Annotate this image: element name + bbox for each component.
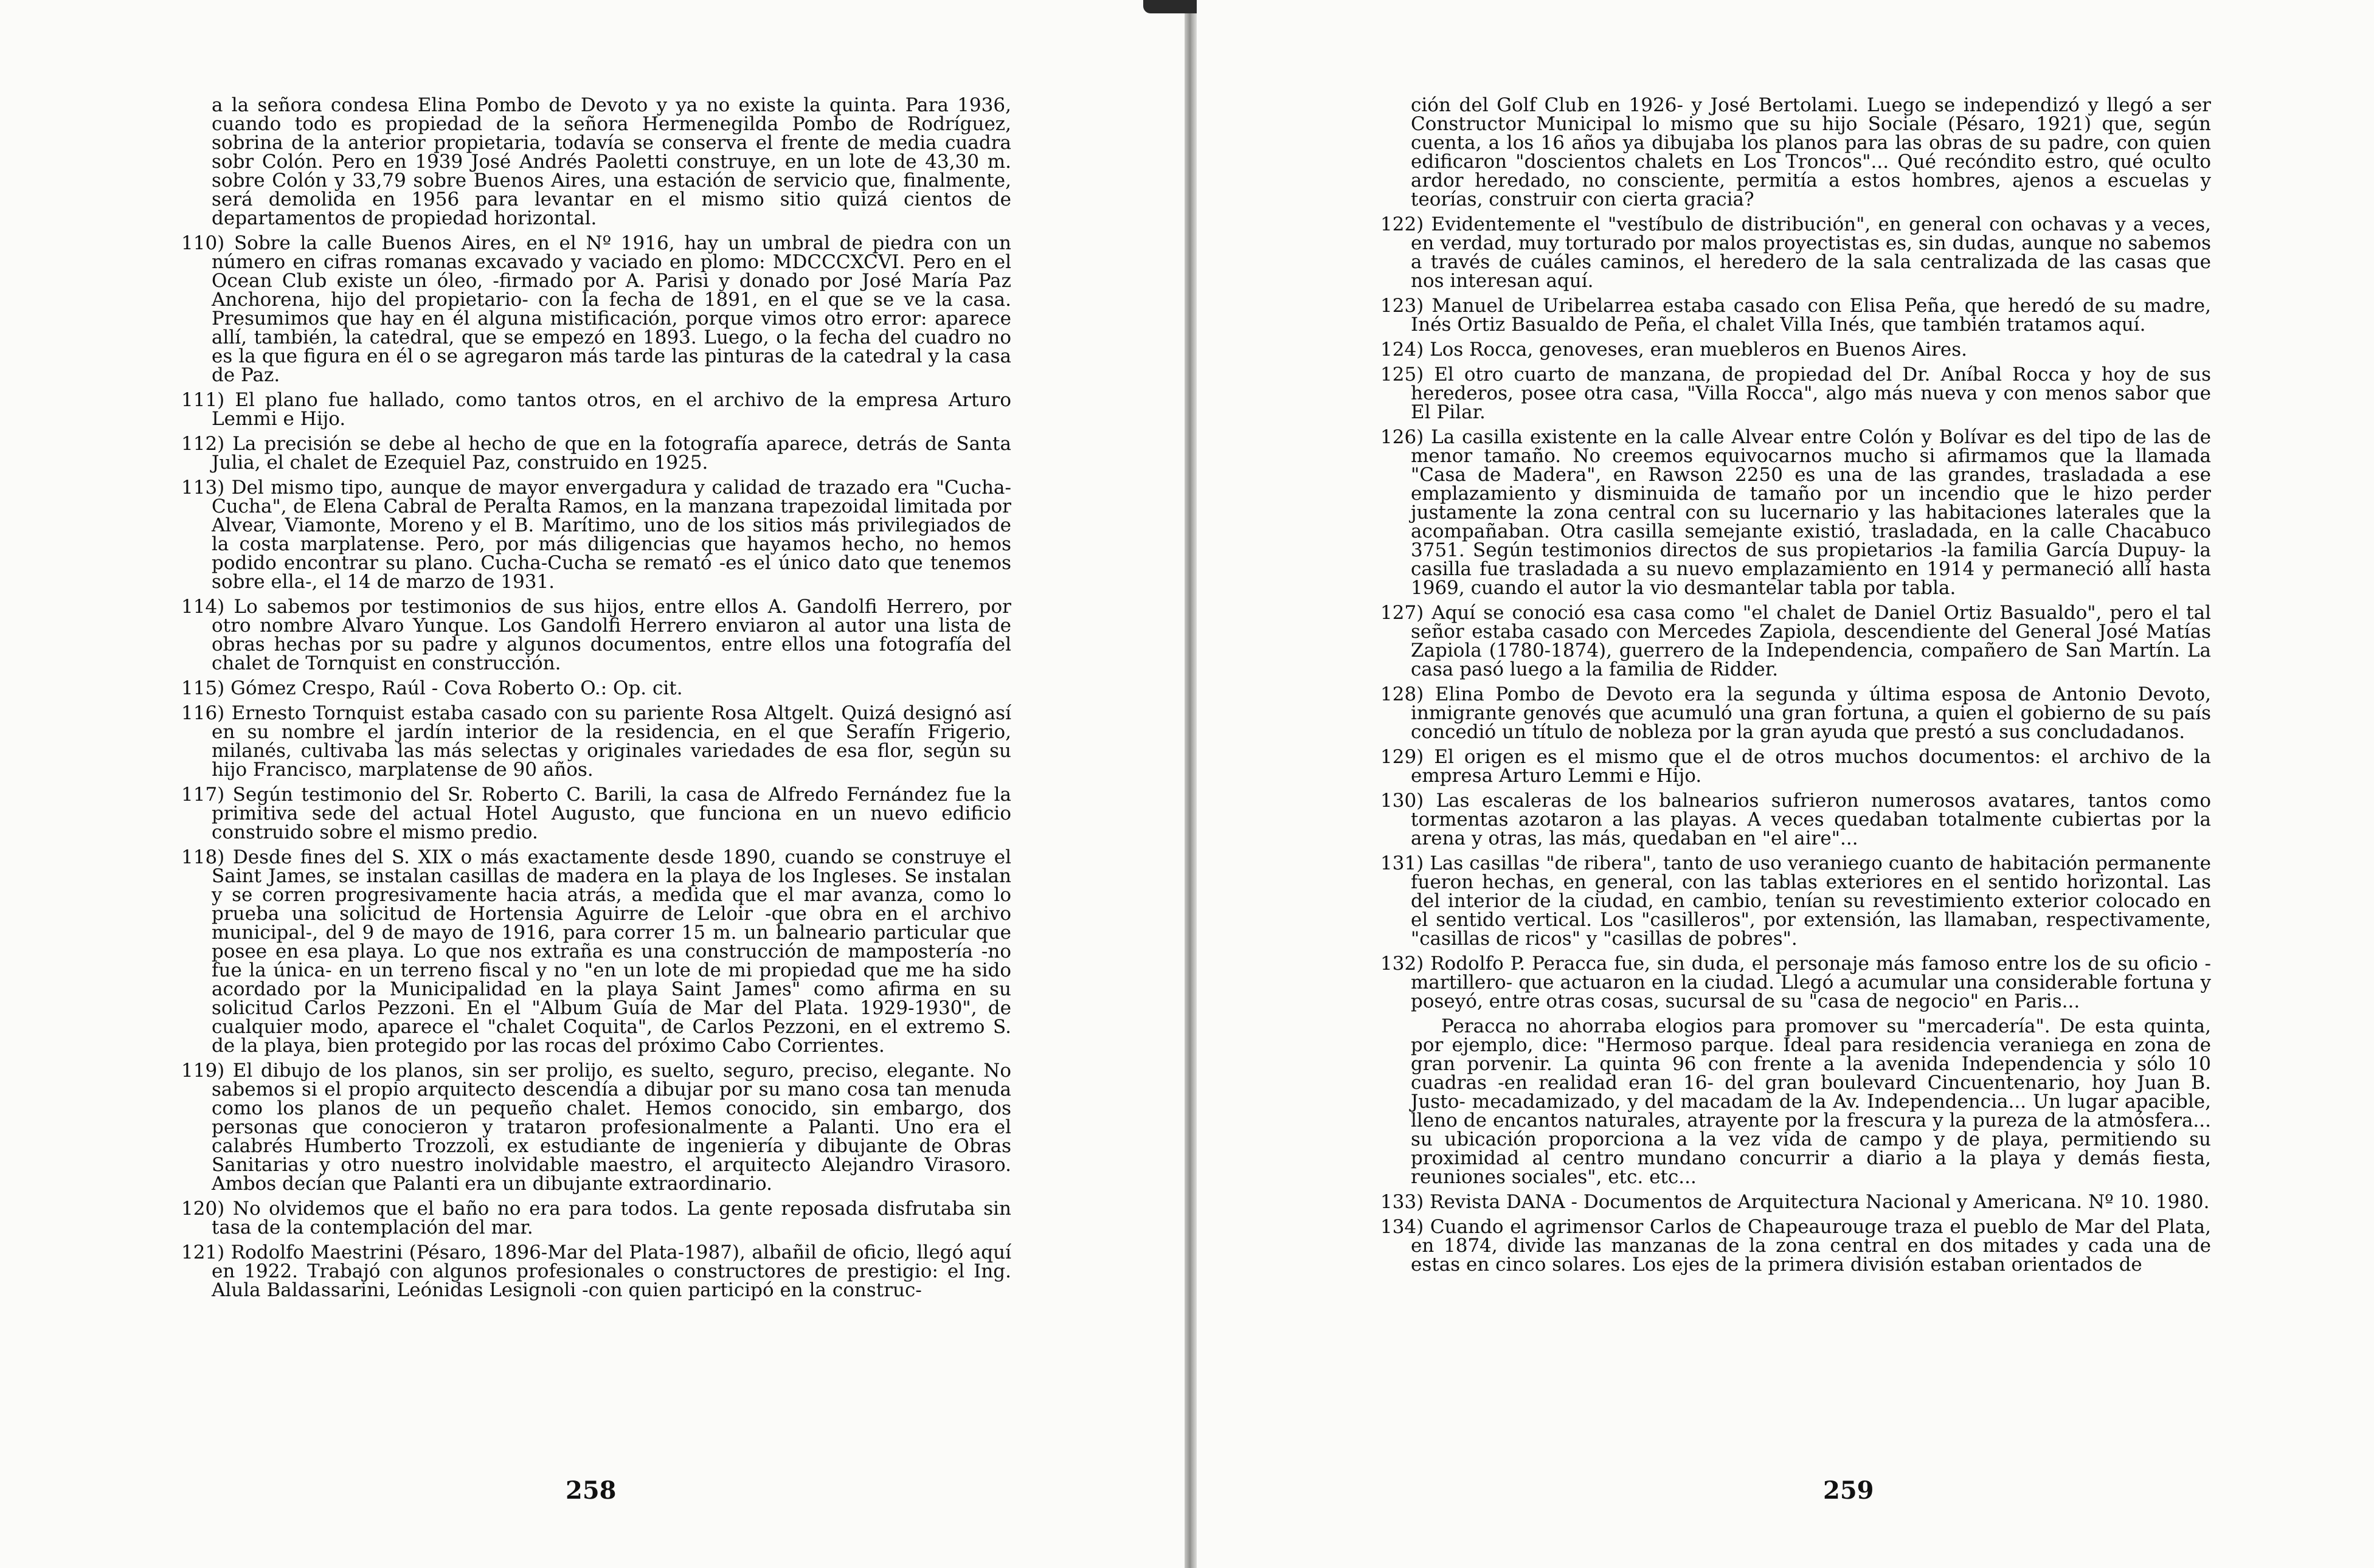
footnote: 132) Rodolfo P. Peracca fue, sin duda, el personaje más famoso entre los de su oficio -martillero- que actuaron en la ciudad. Llegó a acumular una considerable fortuna y poseyó, entre otras cosas, sucursal de su "casa de negocio" en Paris... xyxy=(1380,953,2211,1012)
footnote: 118) Desde fines del S. XIX o más exactamente desde 1890, cuando se construye el Saint James, se instalan casillas de madera en la playa de los Ingleses. Se instalan y se corren progresivamente hacia atrás, a medida que el mar avanza, como lo prueba una solicitud de Hortensia Aguirre de Leloir -que obra en el archivo municipal-, del 9 de mayo de 1916, para correr 15 m. un balneario particular que posee en esa playa. Lo que nos extraña es una construcción de mampostería -no fue la única- en un terreno fiscal y no "en un lote de mi propiedad que me ha sido acordado por la Municipalidad en la playa Saint James" como afirma en su solicitud Carlos Pezzoni. En el "Album Guía de Mar del Plata. 1929-1930", de cualquier modo, aparece el "chalet Coquita", de Carlos Pezzoni, en el extremo S. de la playa, bien protegido por las rocas del próximo Cabo Corrientes. xyxy=(181,846,1011,1057)
left-page-number: 258 xyxy=(566,1476,617,1505)
footnote: 126) La casilla existente en la calle Alvear entre Colón y Bolívar es del tipo de las de menor tamaño. No creemos equivocarnos mucho si afirmamos que la llamada "Casa de Madera", en Rawson 2250 es una de las grandes, trasladada a ese emplazamiento y disminuida de tamaño por un incendio que le hizo perder justamente la zona central con su lucernario y las habitaciones laterales que la acompañaban. Otra casilla semejante existió, trasladada, en la calle Chacabuco 3751. Según testimonios directos de sus propietarios -la familia García Dupuy- la casilla fue trasladada a su nuevo emplazamiento en 1914 y permaneció allí hasta 1969, cuando el autor la vio desmantelar tabla por tabla. xyxy=(1380,426,2211,599)
footnote: 124) Los Rocca, genoveses, eran muebleros en Buenos Aires. xyxy=(1380,339,1967,361)
footnote: 131) Las casillas "de ribera", tanto de uso veraniego cuanto de habitación permanente fueron hechas, en general, con las tablas exteriores en el sentido horizontal. Las del interior de la ciudad, en cambio, tenían su revestimiento exterior colocado en el sentido vertical. Los "casilleros", por extensión, las llamaban, respectivamente, "casillas de ricos" y "casillas de pobres". xyxy=(1380,852,2211,950)
footnote: 112) La precisión se debe al hecho de que en la fotografía aparece, detrás de Santa Julia, el chalet de Ezequiel Paz, construido en 1925. xyxy=(181,433,1011,474)
footnote: 115) Gómez Crespo, Raúl - Cova Roberto O.: Op. cit. xyxy=(181,677,683,699)
footnote: 133) Revista DANA - Documentos de Arquitectura Nacional y Americana. Nº 10. 1980. xyxy=(1380,1191,2210,1213)
footnote: 122) Evidentemente el "vestíbulo de distribución", en general con ochavas y a veces, en verdad, muy torturado por malos proyectistas es, sin dudas, aunque no sabemos a través de cuáles caminos, el heredero de la sala centralizada de las casas que nos interesan aquí. xyxy=(1380,213,2211,292)
footnote: 119) El dibujo de los planos, sin ser prolijo, es suelto, seguro, preciso, elegante. No sabemos si el propio arquitecto descendía a dibujar por su mano cosa tan menuda como los planos de un pequeño chalet. Hemos conocido, sin embargo, dos personas que conocieron y trataron profesionalmente a Palanti. Uno era el calabrés Humberto Trozzoli, ex estudiante de ingeniería y dibujante de Obras Sanitarias y otro nuestro inolvidable maestro, el arquitecto Alejandro Virasoro. Ambos decían que Palanti era un dibujante extraordinario. xyxy=(181,1060,1011,1195)
right-page xyxy=(1197,0,2374,1568)
footnote: 125) El otro cuarto de manzana, de propiedad del Dr. Aníbal Rocca y hoy de sus herederos, posee otra casa, "Villa Rocca", algo más nueva y con menos sabor que El Pilar. xyxy=(1380,364,2211,423)
footnote: 120) No olvidemos que el baño no era para todos. La gente reposada disfrutaba sin tasa de la contemplación del mar. xyxy=(181,1198,1011,1238)
right-intro-paragraph: ción del Golf Club en 1926- y José Bertolami. Luego se independizó y llegó a ser Constructor Municipal lo mismo que su hijo Sociale (Pésaro, 1921) que, según cuenta, a los 16 años ya dibujaba los planos para las obras de su padre, con quien edificaron "doscientos chalets en Los Troncos"... Qué recóndito estro, qué oculto ardor heredado, no consciente, permitía a estos hombres, ajenos a escuelas y teorías, construir con cierta gracia? xyxy=(1411,94,2211,210)
left-page xyxy=(0,0,1185,1568)
footnote: 114) Lo sabemos por testimonios de sus hijos, entre ellos A. Gandolfi Herrero, por otro nombre Alvaro Yunque. Los Gandolfi Herrero enviaron al autor una lista de obras hechas por su padre y algunos documentos, entre ellos una fotografía del chalet de Tornquist en construcción. xyxy=(181,596,1011,674)
footnote: 111) El plano fue hallado, como tantos otros, en el archivo de la empresa Arturo Lemmi e Hijo. xyxy=(181,389,1011,430)
footnote: 127) Aquí se conoció esa casa como "el chalet de Daniel Ortiz Basualdo", pero el tal señor estaba casado con Mercedes Zapiola, descendiente del General José Matías Zapiola (1780-1874), guerrero de la Independencia, compañero de San Martín. La casa pasó luego a la familia de Ridder. xyxy=(1380,602,2211,680)
book-gutter xyxy=(1185,0,1197,1568)
left-intro-paragraph: a la señora condesa Elina Pombo de Devoto y ya no existe la quinta. Para 1936, cuando todo es propiedad de la señora Hermenegilda Pombo de Rodríguez, sobrina de la anterior propietaria, todavía se conserva el frente de media cuadra sobr Colón. Pero en 1939 José Andrés Paoletti construye, en un lote de 43,30 m. sobre Colón y 33,79 sobre Buenos Aires, una estación de servicio que, finalmente, será demolida en 1956 para levantar en el mismo sitio quizá cientos de departamentos de propiedad horizontal. xyxy=(212,94,1011,229)
footnote: 116) Ernesto Tornquist estaba casado con su pariente Rosa Altgelt. Quizá designó así en su nombre el jardín interior de la residencia, en el que Serafín Frigerio, milanés, cultivaba las más selectas y originales variedades de esa flor, según su hijo Francisco, marplatense de 90 años. xyxy=(181,702,1011,781)
footnote: 110) Sobre la calle Buenos Aires, en el Nº 1916, hay un umbral de piedra con un número en cifras romanas excavado y vaciado en plomo: MDCCCXCVI. Pero en el Ocean Club existe un óleo, -firmado por A. Parisi y donado por José María Paz Anchorena, hijo del propietario- con la fecha de 1891, en el que se ve la casa. Presumimos que hay en él alguna mistificación, porque vimos otro error: aparece allí, también, la catedral, que se empezó en 1893. Luego, o la fecha del cuadro no es la que figura en él o se agregaron más tarde las pinturas de la catedral y la casa de Paz. xyxy=(181,232,1011,386)
right-notes-after-list xyxy=(1380,1193,2211,1274)
footnote: 123) Manuel de Uribelarrea estaba casado con Elisa Peña, que heredó de su madre, Inés Ortiz Basualdo de Peña, el chalet Villa Inés, que también tratamos aquí. xyxy=(1380,295,2211,336)
left-page-text xyxy=(181,96,1011,1306)
note-132-continuation: Peracca no ahorraba elogios para promover su "mercadería". De esta quinta, por ejemplo, dice: "Hermoso parque. Ideal para residencia veraniega en zona de gran porvenir. La quinta 96 con frente a la avenida Independencia y sólo 10 cuadras -en realidad eran 16- del gran boulevard Cincuentenario, hoy Juan B. Justo- mecadamizado, y del macadam de la Av. Independencia... Un lugar apacible, lleno de encantos naturales, atrayente por la frescura y la pureza de la atmósfera... su ubicación proporciona a la vez vida de campo y de playa, permitiendo su proximidad al centro mundano concurrir a diario a la playa y demás fiesta, reuniones sociales", etc. etc... xyxy=(1411,1015,2211,1188)
footnote: 113) Del mismo tipo, aunque de mayor envergadura y calidad de trazado era "Cucha-Cucha", de Elena Cabral de Peralta Ramos, en la manzana trapezoidal limitada por Alvear, Viamonte, Moreno y el B. Marítimo, uno de los sitios más privilegiados de la costa marplatense. Pero, por más diligencias que hayamos hecho, no hemos podido encontrar su plano. Cucha-Cucha se remató -es el único dato que tenemos sobre ella-, el 14 de marzo de 1931. xyxy=(181,477,1011,593)
right-page-number: 259 xyxy=(1823,1476,1874,1505)
footnote: 128) Elina Pombo de Devoto era la segunda y última esposa de Antonio Devoto, inmigrante genovés que acumuló una gran fortuna, a quien el gobierno de su país concedió un título de nobleza por la gran ayuda que prestó a sus concludadanos. xyxy=(1380,683,2211,743)
right-notes-list xyxy=(1380,215,2211,1011)
footnote: 130) Las escaleras de los balnearios sufrieron numerosos avatares, tantos como tormentas azotaron a las playas. A veces quedaban totalmente cubiertas por la arena y otras, las más, quedaban en "el aire"... xyxy=(1380,790,2211,849)
footnote: 121) Rodolfo Maestrini (Pésaro, 1896-Mar del Plata-1987), albañil de oficio, llegó aquí en 1922. Trabajó con algunos profesionales o constructores de prestigio: el Ing. Alula Baldassarini, Leónidas Lesignoli -con quien participó en la construc- xyxy=(181,1242,1011,1301)
footnote: 117) Según testimonio del Sr. Roberto C. Barili, la casa de Alfredo Fernández fue la primitiva sede del actual Hotel Augusto, que funciona en un nuevo edificio construido sobre el mismo predio. xyxy=(181,784,1011,843)
left-notes-list xyxy=(181,234,1011,1300)
footnote: 134) Cuando el agrimensor Carlos de Chapeaurouge traza el pueblo de Mar del Plata, en 1874, divide las manzanas de la zona central en dos mitades y cada una de estas en cinco solares. Los ejes de la primera división estaban orientados de xyxy=(1380,1216,2211,1276)
footnote: 129) El origen es el mismo que el de otros muchos documentos: el archivo de la empresa Arturo Lemmi e Hijo. xyxy=(1380,746,2211,787)
right-page-text xyxy=(1380,96,2211,1280)
